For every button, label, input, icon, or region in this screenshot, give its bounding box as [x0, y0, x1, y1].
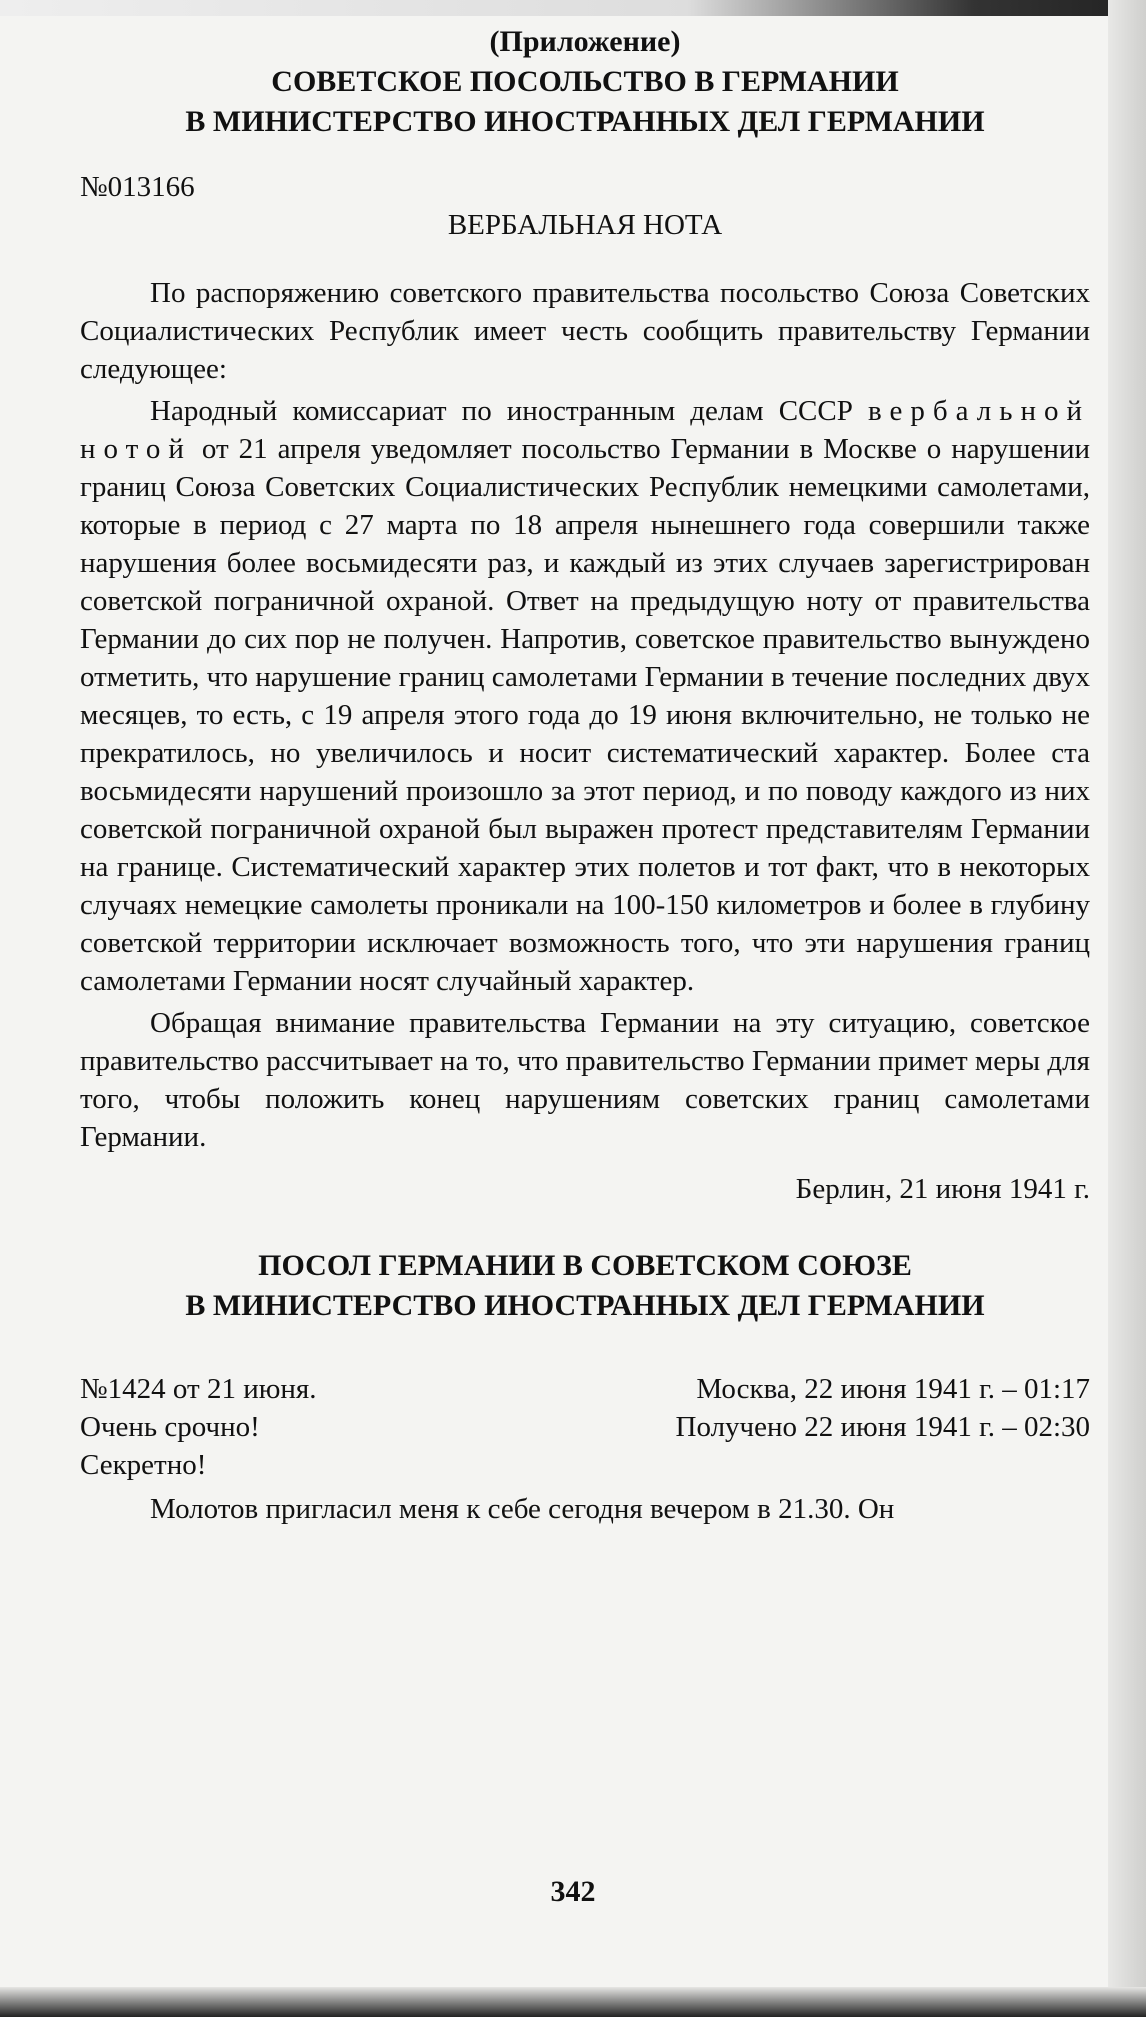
page-number: 342	[550, 1875, 596, 1908]
doc2-body: Молотов пригласил меня к себе сегодня вечером в 21.30. Он	[150, 1493, 895, 1525]
doc2-meta-row2	[80, 1408, 1090, 1446]
doc1-paragraph-3: Обращая внимание правительства Германии на эту ситуацию, советское правительство рассчитывает на то, что правительство Германии примет меры для того, чтобы положить конец нарушениям советских границ самолетами Германии.	[80, 1007, 1090, 1153]
doc2-classification: Секретно!	[80, 1449, 207, 1481]
doc1-para2-rest: от 21 апреля уведомляет посольство Германии в Москве о нарушении границ Союза Советских Социалистических Республик немецкими самолетами, которые в период с 27 марта по 18 апреля нынешнего года совершили также нарушения более восьмидесяти раз, и каждый из этих случаев зарегистрирован советской пограничной охраной. Ответ на предыдущую ноту от правительства Германии до сих пор не получен. Напротив, советское правительство вынуждено отметить, что нарушение границ самолетами Германии в течение последних двух месяцев, то есть, с 19 апреля этого года до 19 июня включительно, не только не прекратилось, но увеличилось и носит систематический характер. Более ста восьмидесяти нарушений произошло за этот период, и по поводу каждого из них советской пограничной охраной был выражен протест представителям Германии на границе. Систематический характер этих полетов и тот факт, что в некоторых случаях немецкие самолеты проникали на 100-150 километров и более в глубину советской территории исключает возможность того, что эти нарушения границ самолетами Германии носят случайный характер.	[80, 433, 1090, 997]
doc1-place-date: Берлин, 21 июня 1941 г.	[795, 1173, 1090, 1205]
doc1-header-line1: СОВЕТСКОЕ ПОСОЛЬСТВО В ГЕРМАНИИ	[271, 65, 899, 98]
doc2-number: №1424 от 21 июня.	[80, 1373, 317, 1405]
scan-bottom-edge	[0, 1987, 1146, 2017]
appendix-label: (Приложение)	[489, 25, 681, 58]
scan-right-edge	[1108, 0, 1146, 2017]
doc2-received: Получено 22 июня 1941 г. – 02:30	[675, 1411, 1090, 1443]
doc2-urgency: Очень срочно!	[80, 1411, 260, 1443]
doc2-header-line2: В МИНИСТЕРСТВО ИНОСТРАННЫХ ДЕЛ ГЕРМАНИИ	[185, 1289, 985, 1322]
scan-top-edge	[0, 0, 1146, 16]
document-page	[80, 22, 1090, 1528]
doc2-sent: Москва, 22 июня 1941 г. – 01:17	[696, 1373, 1090, 1405]
doc1-para2-start: Народный комиссариат по иностранным делам СССР	[150, 395, 853, 427]
doc1-number: №013166	[80, 171, 195, 203]
doc1-paragraph-1: По распоряжению советского правительства посольство Союза Советских Социалистических Республик имеет честь сообщить правительству Германии следующее:	[80, 277, 1090, 385]
doc1-title: ВЕРБАЛЬНАЯ НОТА	[447, 209, 723, 241]
doc1-header-line2: В МИНИСТЕРСТВО ИНОСТРАННЫХ ДЕЛ ГЕРМАНИИ	[185, 105, 985, 138]
doc2-header-line1: ПОСОЛ ГЕРМАНИИ В СОВЕТСКОМ СОЮЗЕ	[258, 1249, 912, 1282]
doc1-para2-spaced: вербальной нотой	[80, 395, 1090, 465]
doc2-meta-row1	[80, 1370, 1090, 1408]
doc1-paragraph-2	[80, 392, 1090, 1000]
